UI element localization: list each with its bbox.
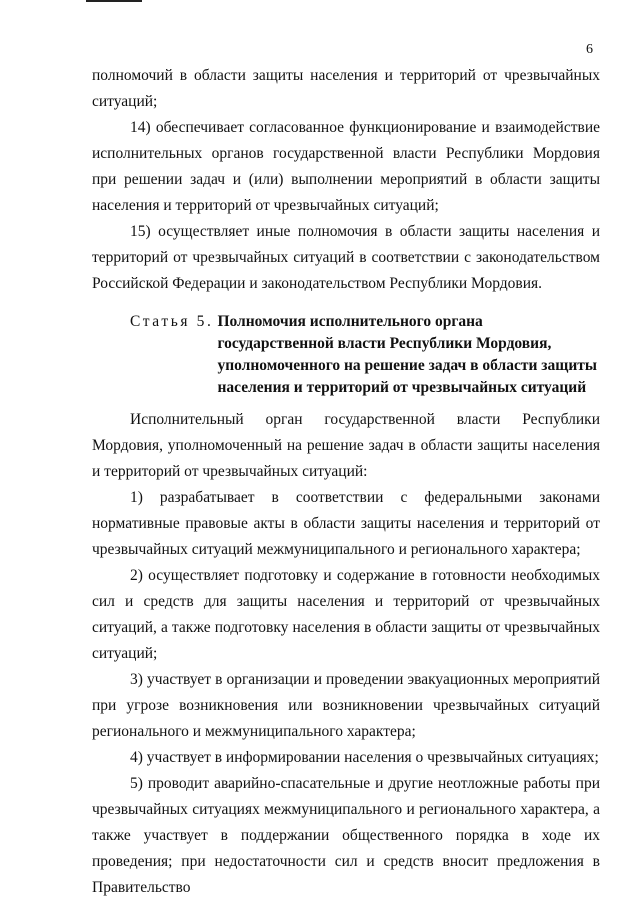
paragraph-item-5: 5) проводит аварийно-спасательные и другие неотложные работы при чрезвычайных ситуациях межмуниципального и регионального характера, а также участвует в поддержании общественного порядка в ходе их проведения; при недостаточности сил и средств вносит предложения в Правительство xyxy=(92,775,600,896)
paragraph-intro: Исполнительный орган государственной власти Республики Мордовия, уполномоченный на решение задач в области защиты населения и территорий от чрезвычайных ситуаций: xyxy=(92,411,600,480)
paragraph-item-3: 3) участвует в организации и проведении эвакуационных мероприятий при угрозе возникновения или возникновении чрезвычайных ситуаций регионального и межмуниципального характера; xyxy=(92,671,600,740)
page-number: 6 xyxy=(586,42,593,57)
paragraph-item-14: 14) обеспечивает согласованное функционирование и взаимодействие исполнительных органов государственной власти Республики Мордовия при решении задач и (или) выполнении мероприятий в области защиты населения и территорий от чрезвычайных ситуаций; xyxy=(92,119,600,214)
paragraph-item-2: 2) осуществляет подготовку и содержание в готовности необходимых сил и средств для защиты населения и территорий от чрезвычайных ситуаций, а также подготовку населения в области защиты от чрезвычайных ситуаций; xyxy=(92,567,600,662)
paragraph-continuation: полномочий в области защиты населения и территорий от чрезвычайных ситуаций; xyxy=(92,67,600,110)
article-title: Полномочия исполнительного органа государственной власти Республики Мордовия, уполномоченного на решение задач в области защиты населения и территорий от чрезвычайных ситуаций xyxy=(217,313,597,396)
top-rule xyxy=(86,0,142,2)
article-label: Статья 5. xyxy=(130,313,214,330)
paragraph-item-15: 15) осуществляет иные полномочия в области защиты населения и территорий от чрезвычайных ситуаций в соответствии с законодательством Российской Федерации и законодательством Республики Мордовия. xyxy=(92,223,600,292)
paragraph-item-1: 1) разрабатывает в соответствии с федеральными законами нормативные правовые акты в области защиты населения и территорий от чрезвычайных ситуаций межмуниципального и регионального характера; xyxy=(92,489,600,558)
article-heading xyxy=(92,311,600,399)
document-body xyxy=(92,63,600,901)
paragraph-item-4: 4) участвует в информировании населения о чрезвычайных ситуациях; xyxy=(130,749,599,766)
